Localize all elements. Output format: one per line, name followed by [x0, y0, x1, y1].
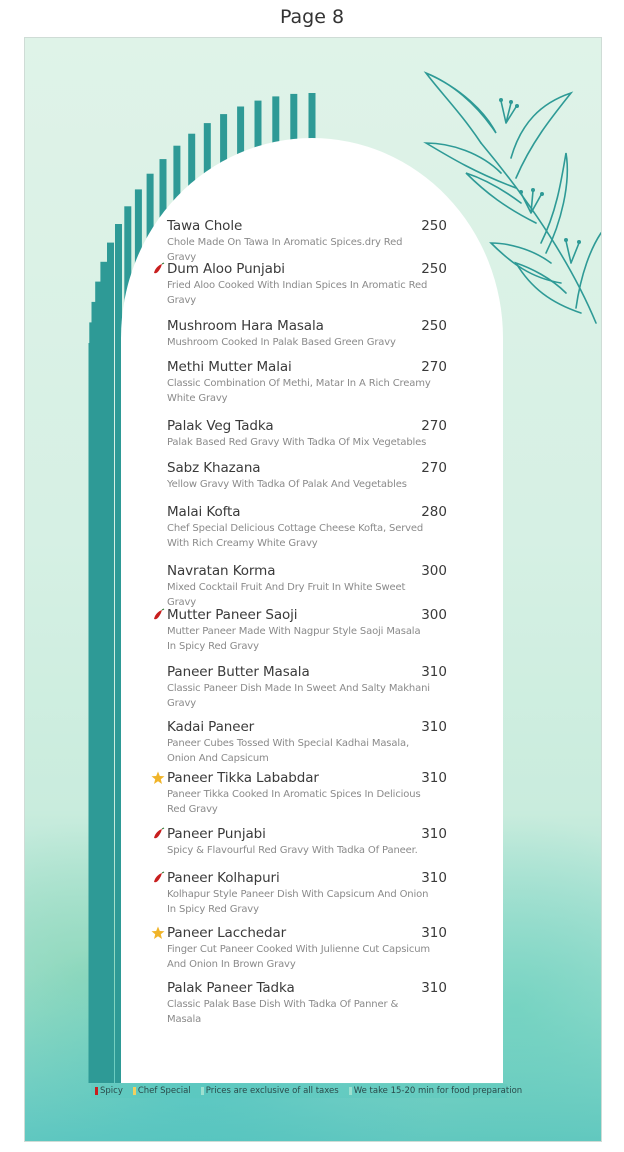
- menu-item: [167, 318, 447, 350]
- menu-legend-footer: [91, 1084, 523, 1098]
- item-price: 300: [421, 607, 447, 623]
- item-name: Mutter Paneer Saoji: [167, 607, 298, 623]
- item-description: Classic Palak Base Dish With Tadka Of Panner & Masala: [167, 999, 399, 1025]
- item-name: Paneer Lacchedar: [167, 925, 287, 941]
- bullet-icon: [349, 1087, 352, 1095]
- item-price: 250: [421, 261, 447, 277]
- item-price: 250: [421, 218, 447, 234]
- menu-item: [167, 504, 447, 551]
- item-price: 310: [421, 664, 447, 680]
- chili-icon: [151, 608, 165, 622]
- item-price: 270: [421, 460, 447, 476]
- item-price: 310: [421, 770, 447, 786]
- item-name: Kadai Paneer: [167, 719, 255, 735]
- item-price: 310: [421, 719, 447, 735]
- item-price: 310: [421, 826, 447, 842]
- item-name: Dum Aloo Punjabi: [167, 261, 285, 277]
- item-description: Spicy & Flavourful Red Gravy With Tadka Of Paneer.: [167, 845, 418, 856]
- legend-chef-special: Chef Special: [133, 1086, 191, 1096]
- item-price: 310: [421, 870, 447, 886]
- menu-item: [167, 770, 447, 817]
- item-description: Paneer Tikka Cooked In Aromatic Spices In Delicious Red Gravy: [167, 789, 421, 815]
- menu-page: [24, 37, 602, 1142]
- item-description: Finger Cut Paneer Cooked With Julienne Cut Capsicum And Onion In Brown Gravy: [167, 944, 431, 970]
- item-name: Tawa Chole: [167, 218, 243, 234]
- menu-item: [167, 870, 447, 917]
- chili-icon: [151, 827, 165, 841]
- item-name: Palak Veg Tadka: [167, 418, 274, 434]
- item-description: Paneer Cubes Tossed With Special Kadhai Masala, Onion And Capsicum: [167, 738, 409, 764]
- item-name: Palak Paneer Tadka: [167, 980, 295, 996]
- prep-time-note: We take 15-20 min for food preparation: [349, 1086, 522, 1096]
- item-price: 310: [421, 980, 447, 996]
- item-price: 250: [421, 318, 447, 334]
- item-price: 270: [421, 359, 447, 375]
- menu-item: [167, 418, 447, 450]
- item-name: Paneer Kolhapuri: [167, 870, 280, 886]
- page-label: Page 8: [279, 6, 345, 28]
- chili-icon: [151, 262, 165, 276]
- item-price: 310: [421, 925, 447, 941]
- chili-icon: [151, 871, 165, 885]
- menu-item: [167, 664, 447, 711]
- menu-item: [167, 925, 447, 972]
- item-description: Palak Based Red Gravy With Tadka Of Mix Vegetables: [167, 437, 427, 448]
- item-price: 300: [421, 563, 447, 579]
- menu-item: [167, 607, 447, 654]
- legend-spicy: Spicy: [95, 1086, 123, 1096]
- menu-item: [167, 359, 447, 406]
- menu-item: [167, 980, 447, 1027]
- star-icon: [151, 926, 165, 940]
- menu-item: [167, 826, 447, 858]
- item-name: Paneer Tikka Lababdar: [167, 770, 319, 786]
- menu-item: [167, 719, 447, 766]
- item-price: 270: [421, 418, 447, 434]
- star-icon: [151, 771, 165, 785]
- star-icon: [133, 1087, 136, 1095]
- item-description: Chole Made On Tawa In Aromatic Spices.dry Red Gravy: [167, 237, 403, 263]
- leaf-branch-icon: [421, 63, 601, 353]
- bullet-icon: [201, 1087, 204, 1095]
- item-description: Mixed Cocktail Fruit And Dry Fruit In White Sweet Gravy: [167, 582, 406, 608]
- item-name: Malai Kofta: [167, 504, 241, 520]
- item-name: Navratan Korma: [167, 563, 276, 579]
- item-name: Paneer Punjabi: [167, 826, 266, 842]
- item-description: Classic Paneer Dish Made In Sweet And Salty Makhani Gravy: [167, 683, 430, 709]
- item-description: Chef Special Delicious Cottage Cheese Kofta, Served With Rich Creamy White Gravy: [167, 523, 424, 549]
- item-name: Sabz Khazana: [167, 460, 261, 476]
- item-description: Mutter Paneer Made With Nagpur Style Saoji Masala In Spicy Red Gravy: [167, 626, 421, 652]
- item-name: Mushroom Hara Masala: [167, 318, 324, 334]
- menu-item: [167, 218, 447, 265]
- item-name: Methi Mutter Malai: [167, 359, 292, 375]
- item-price: 280: [421, 504, 447, 520]
- menu-item: [167, 563, 447, 610]
- item-description: Mushroom Cooked In Palak Based Green Gravy: [167, 337, 396, 348]
- menu-item: [167, 261, 447, 308]
- chili-icon: [95, 1087, 98, 1095]
- item-description: Fried Aloo Cooked With Indian Spices In Aromatic Red Gravy: [167, 280, 428, 306]
- item-description: Kolhapur Style Paneer Dish With Capsicum And Onion In Spicy Red Gravy: [167, 889, 429, 915]
- item-description: Yellow Gravy With Tadka Of Palak And Vegetables: [167, 479, 407, 490]
- tax-note: Prices are exclusive of all taxes: [201, 1086, 339, 1096]
- menu-item: [167, 460, 447, 492]
- item-name: Paneer Butter Masala: [167, 664, 310, 680]
- item-description: Classic Combination Of Methi, Matar In A Rich Creamy White Gravy: [167, 378, 431, 404]
